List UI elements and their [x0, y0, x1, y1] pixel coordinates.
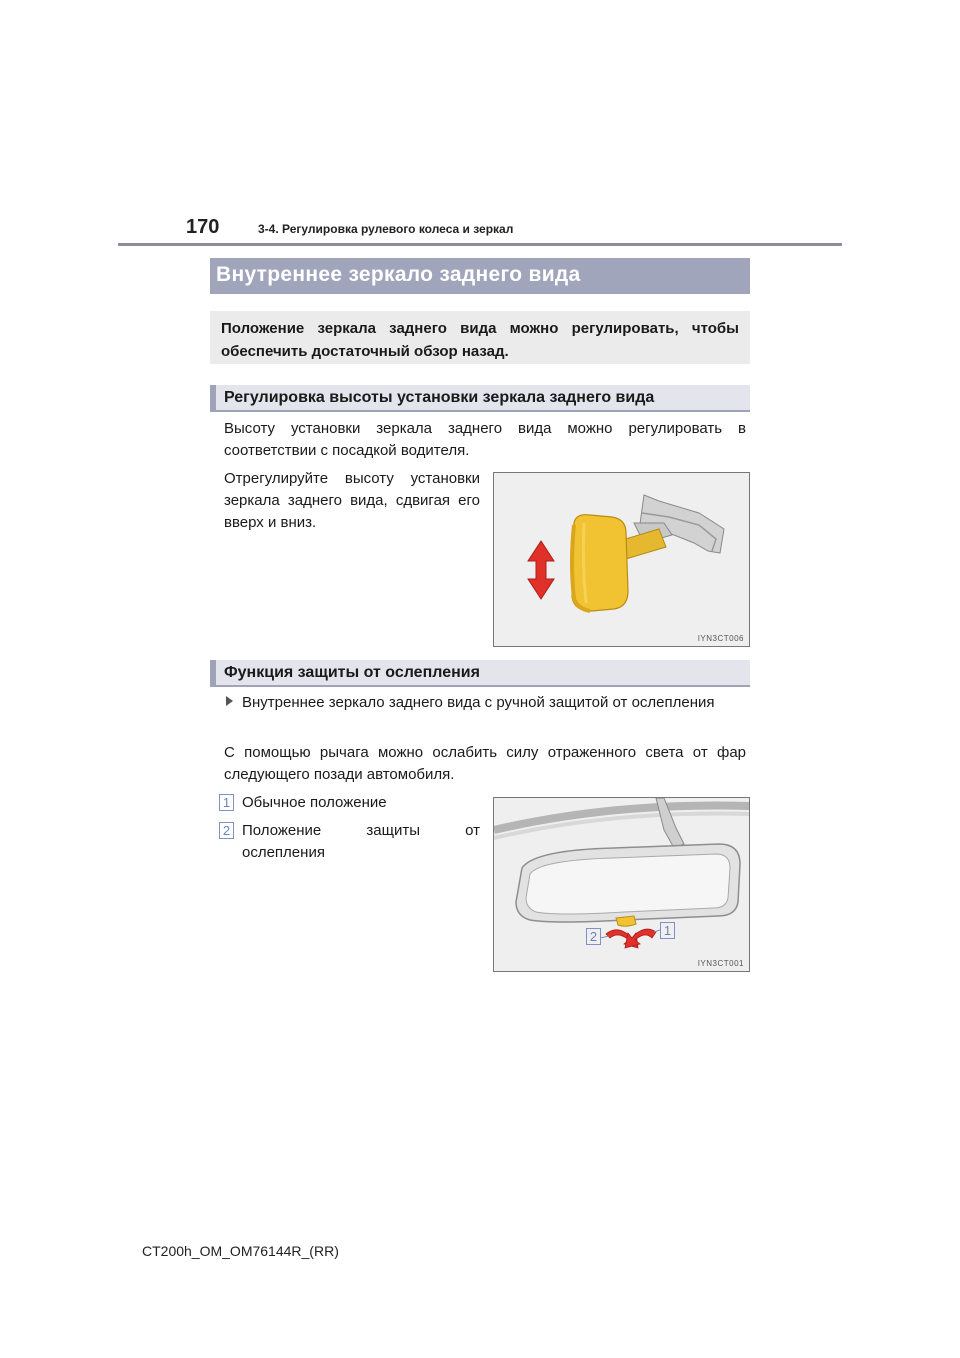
- figure-callout-1: 1: [660, 922, 675, 939]
- header-divider: [118, 243, 842, 246]
- figure-code: IYN3CT006: [697, 634, 744, 643]
- height-instruction: Отрегулируйте высоту установки зеркала заднего вида, сдвигая его вверх и вниз.: [224, 470, 480, 531]
- height-paragraph: Высоту установки зеркала заднего вида можно регулировать в соответствии с посадкой водителя.: [224, 420, 746, 459]
- antiglare-bullet-text: Внутреннее зеркало заднего вида с ручной защитой от ослепления: [242, 694, 715, 711]
- intro-box: [210, 311, 750, 364]
- bullet-triangle-icon: [226, 696, 233, 706]
- height-section-heading: Регулировка высоты установки зеркала заднего вида: [210, 385, 750, 412]
- antiglare-mirror-illustration: [494, 798, 750, 972]
- intro-text: Положение зеркала заднего вида можно регулировать, чтобы обеспечить достаточный обзор назад.: [221, 320, 739, 360]
- antiglare-mirror-figure: [493, 797, 750, 972]
- item-label-normal: Обычное положение: [242, 794, 387, 811]
- figure-callout-2: 2: [586, 928, 601, 945]
- section-title: 3-4. Регулировка рулевого колеса и зеркал: [258, 222, 514, 236]
- antiglare-paragraph: С помощью рычага можно ослабить силу отраженного света от фар следующего позади автомобиля.: [224, 744, 746, 783]
- lever-direction-arrows-icon: [606, 929, 656, 948]
- page-title: Внутреннее зеркало заднего вида: [210, 258, 750, 294]
- antiglare-section-heading: Функция защиты от ослепления: [210, 660, 750, 687]
- document-code-footer: CT200h_OM_OM76144R_(RR): [142, 1243, 339, 1259]
- item-label-antiglare: Положение защиты от ослепления: [242, 822, 480, 861]
- mirror-height-illustration: [494, 473, 750, 647]
- figure-code: IYN3CT001: [697, 959, 744, 968]
- mirror-height-figure: [493, 472, 750, 647]
- item-number-badge: 1: [219, 794, 234, 811]
- item-number-badge: 2: [219, 822, 234, 839]
- up-down-arrow-icon: [528, 541, 554, 599]
- page-number: 170: [186, 216, 220, 238]
